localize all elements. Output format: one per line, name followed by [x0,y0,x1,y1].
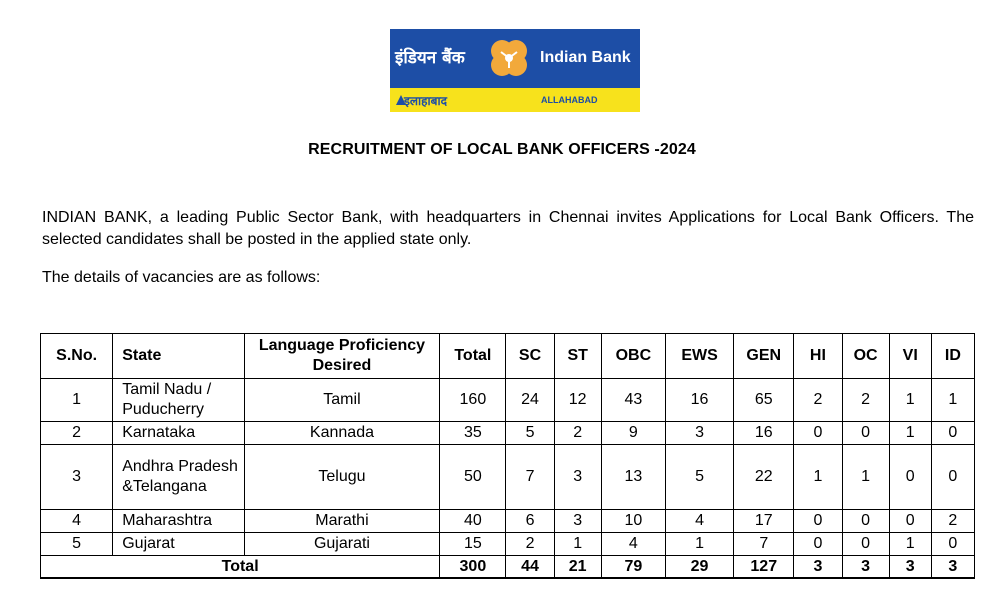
header-sc: SC [506,334,554,379]
table-header-row [41,334,975,379]
cell-ews: 3 [665,422,733,445]
cell-gen: 17 [734,510,794,533]
cell-state: Karnataka [113,422,244,445]
total-vi: 3 [889,556,931,579]
header-gen: GEN [734,334,794,379]
header-sno: S.No. [41,334,113,379]
cell-gen: 16 [734,422,794,445]
cell-id: 1 [931,379,974,422]
cell-sno: 2 [41,422,113,445]
cell-state: Tamil Nadu / Puducherry [113,379,244,422]
cell-st: 3 [554,445,601,510]
header-st: ST [554,334,601,379]
logo-english-subtitle: ALLAHABAD [541,95,598,105]
header-id: ID [931,334,974,379]
cell-id: 0 [931,445,974,510]
logo-hindi-name: इंडियन बैंक [395,48,465,68]
cell-sc: 5 [506,422,554,445]
total-ews: 29 [665,556,733,579]
cell-state: Gujarat [113,533,244,556]
cell-ews: 5 [665,445,733,510]
header-state: State [113,334,244,379]
cell-obc: 9 [601,422,665,445]
table-row [41,379,975,422]
table-total-row [41,556,975,579]
cell-sno: 4 [41,510,113,533]
header-vi: VI [889,334,931,379]
total-st: 21 [554,556,601,579]
cell-obc: 4 [601,533,665,556]
cell-language: Gujarati [244,533,440,556]
table-row [41,510,975,533]
header-oc: OC [842,334,889,379]
cell-ews: 4 [665,510,733,533]
header-language: Language Proficiency Desired [244,334,440,379]
cell-vi: 0 [889,510,931,533]
header-obc: OBC [601,334,665,379]
total-label: Total [41,556,440,579]
total-oc: 3 [842,556,889,579]
table-row [41,445,975,510]
cell-vi: 1 [889,379,931,422]
cell-total: 35 [440,422,506,445]
cell-hi: 0 [794,422,842,445]
cell-vi: 1 [889,422,931,445]
page-title: RECRUITMENT OF LOCAL BANK OFFICERS -2024 [308,141,696,158]
cell-sc: 24 [506,379,554,422]
header-hi: HI [794,334,842,379]
cell-obc: 43 [601,379,665,422]
cell-sno: 3 [41,445,113,510]
cell-vi: 0 [889,445,931,510]
total-hi: 3 [794,556,842,579]
cell-obc: 13 [601,445,665,510]
cell-sc: 6 [506,510,554,533]
cell-hi: 1 [794,445,842,510]
cell-state: Andhra Pradesh &Telangana [113,445,244,510]
cell-language: Telugu [244,445,440,510]
header-ews: EWS [665,334,733,379]
cell-hi: 0 [794,510,842,533]
cell-ews: 1 [665,533,733,556]
cell-sno: 5 [41,533,113,556]
cell-obc: 10 [601,510,665,533]
bank-emblem-icon [486,35,532,81]
cell-gen: 7 [734,533,794,556]
cell-st: 3 [554,510,601,533]
vacancy-table [40,333,975,579]
cell-language: Marathi [244,510,440,533]
cell-oc: 1 [842,445,889,510]
cell-total: 50 [440,445,506,510]
total-obc: 79 [601,556,665,579]
details-heading: The details of vacancies are as follows: [42,269,321,286]
logo-hindi-subtitle: इलाहाबाद [404,94,447,108]
cell-hi: 0 [794,533,842,556]
intro-paragraph: INDIAN BANK, a leading Public Sector Bank, with headquarters in Chennai invites Applications for Local Bank Officers. The selected candidates shall be posted in the applied state only. [42,209,974,248]
cell-oc: 0 [842,510,889,533]
cell-oc: 0 [842,533,889,556]
total-total: 300 [440,556,506,579]
cell-oc: 2 [842,379,889,422]
cell-total: 40 [440,510,506,533]
cell-gen: 65 [734,379,794,422]
indian-bank-logo [390,29,640,112]
total-gen: 127 [734,556,794,579]
table-row [41,533,975,556]
logo-english-name: Indian Bank [540,49,631,66]
cell-sc: 2 [506,533,554,556]
cell-st: 2 [554,422,601,445]
cell-id: 0 [931,533,974,556]
cell-language: Kannada [244,422,440,445]
total-sc: 44 [506,556,554,579]
cell-total: 160 [440,379,506,422]
cell-sno: 1 [41,379,113,422]
cell-vi: 1 [889,533,931,556]
table-row [41,422,975,445]
cell-ews: 16 [665,379,733,422]
cell-id: 0 [931,422,974,445]
cell-oc: 0 [842,422,889,445]
header-total: Total [440,334,506,379]
cell-id: 2 [931,510,974,533]
cell-language: Tamil [244,379,440,422]
cell-gen: 22 [734,445,794,510]
cell-sc: 7 [506,445,554,510]
cell-state: Maharashtra [113,510,244,533]
cell-st: 1 [554,533,601,556]
total-id: 3 [931,556,974,579]
cell-st: 12 [554,379,601,422]
cell-total: 15 [440,533,506,556]
cell-hi: 2 [794,379,842,422]
